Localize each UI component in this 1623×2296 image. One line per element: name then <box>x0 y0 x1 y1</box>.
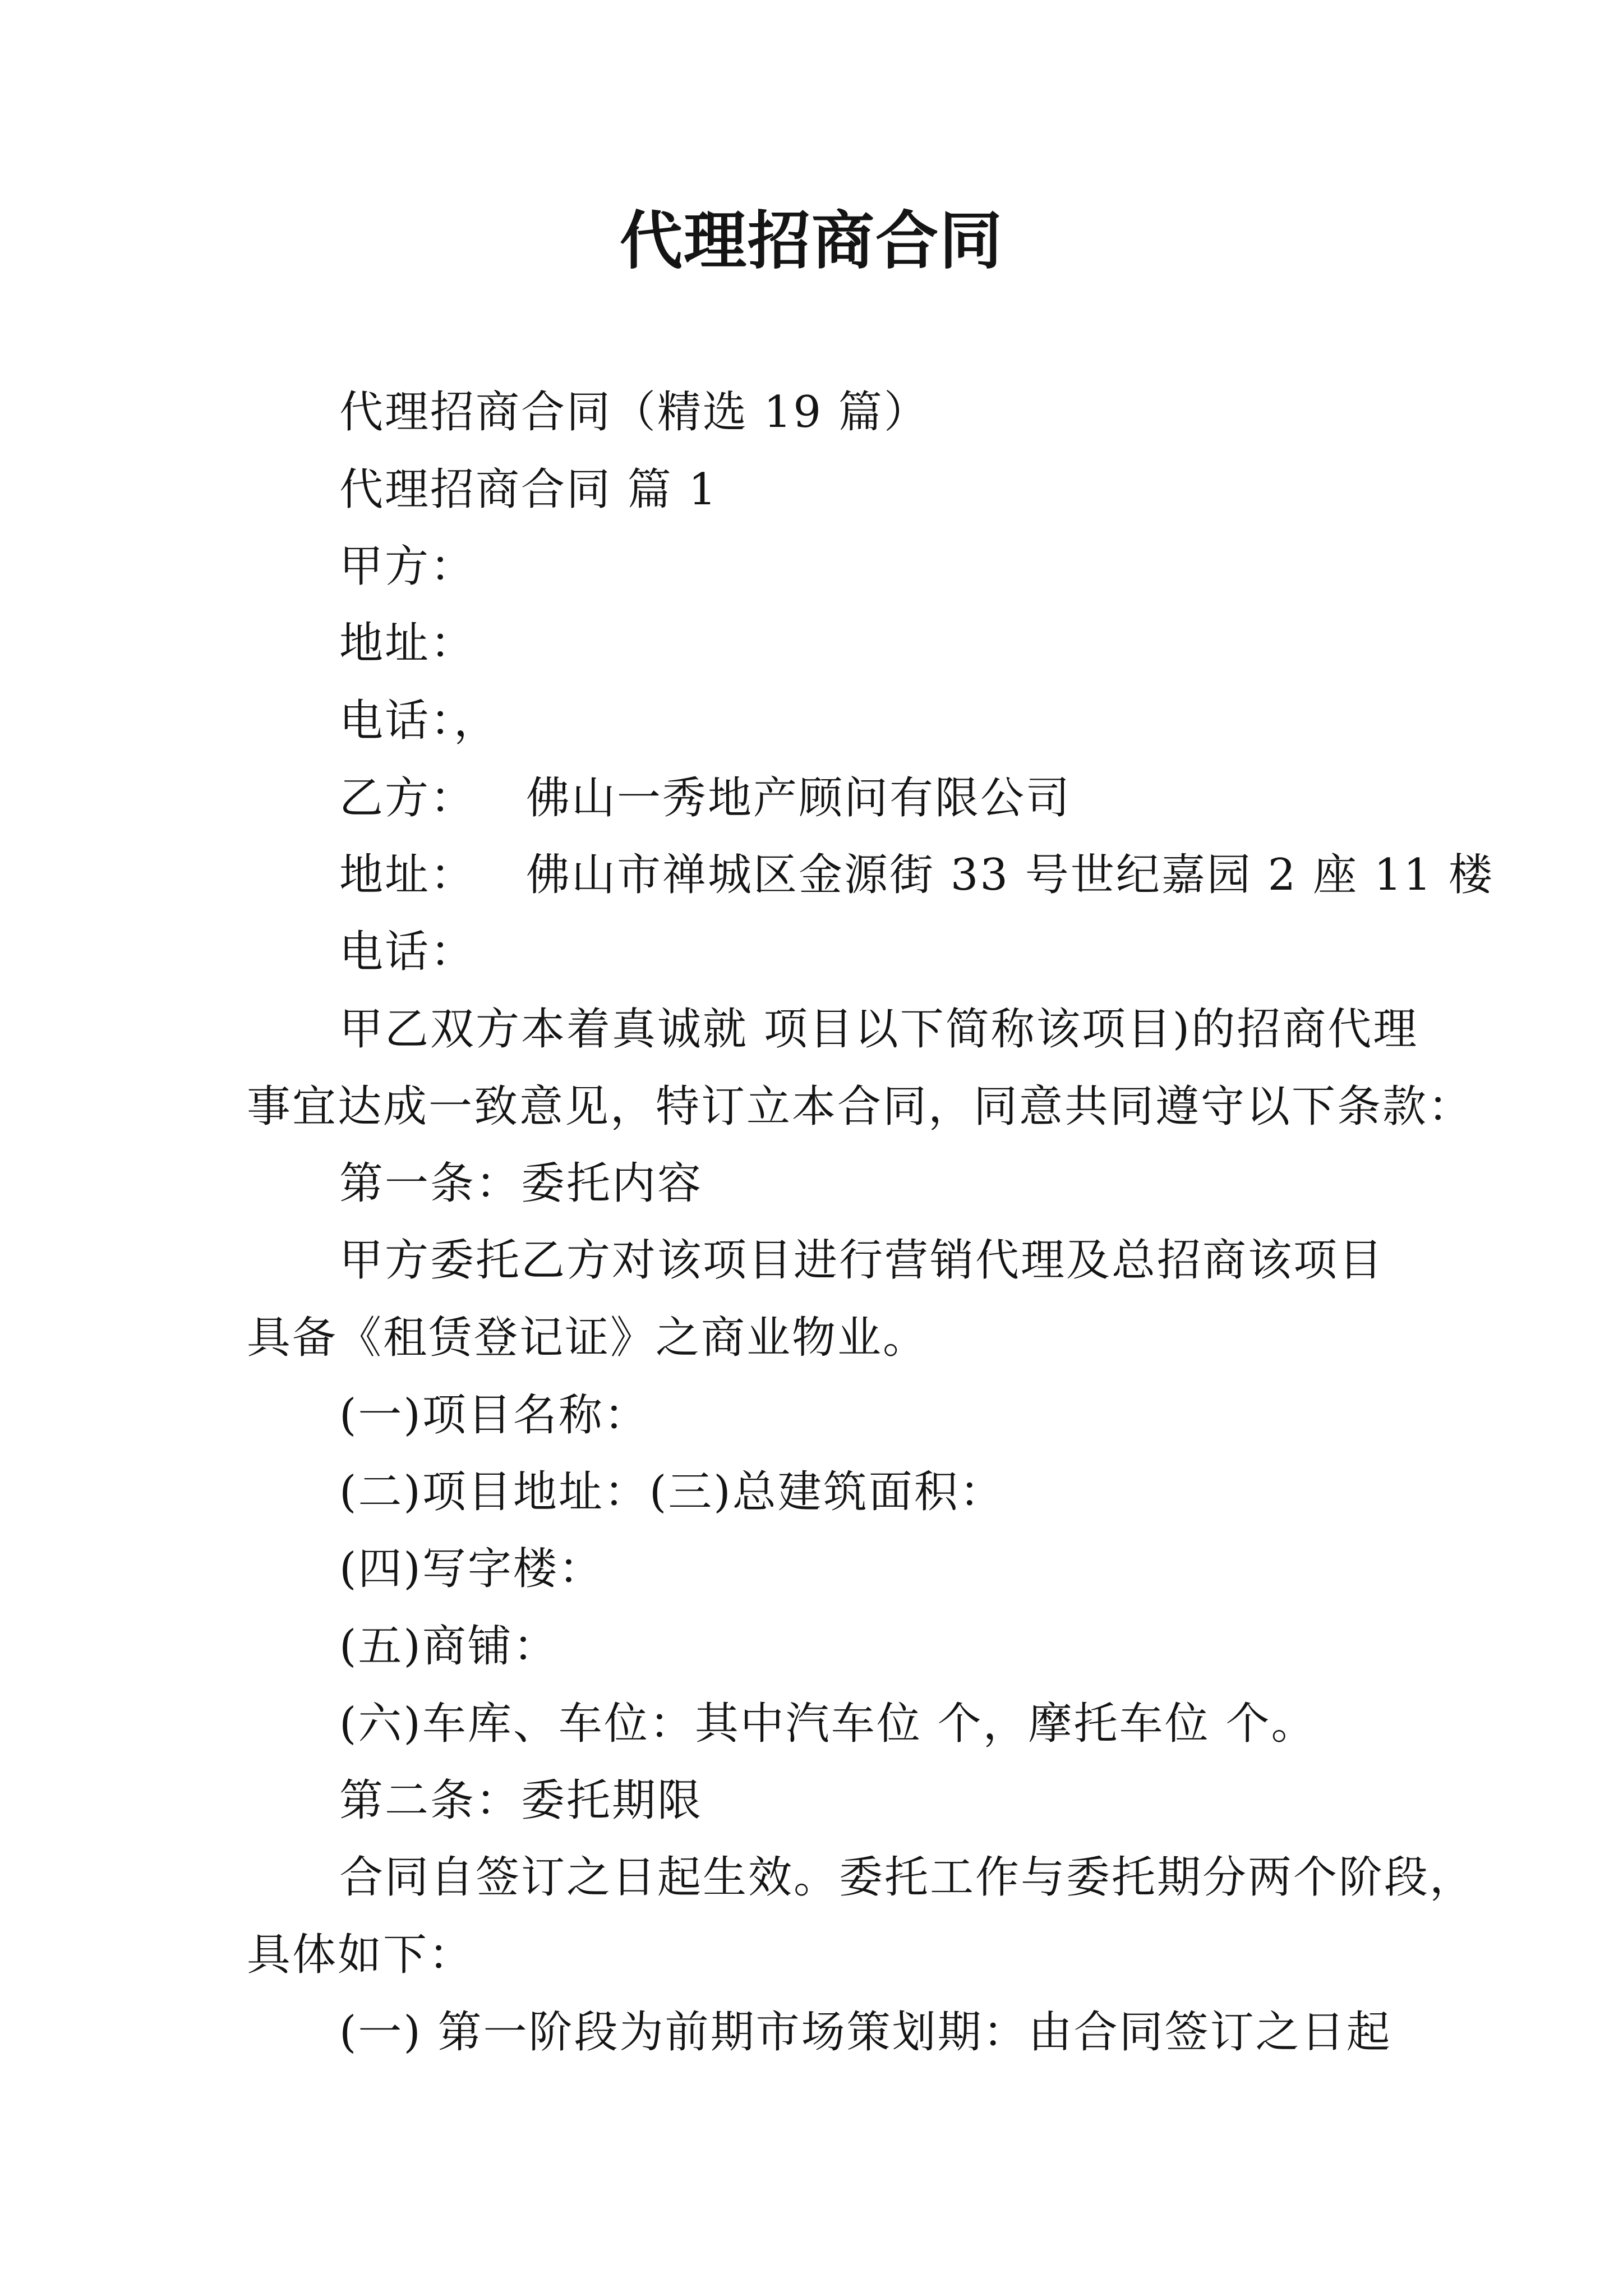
paragraph-line: (一) 第一阶段为前期市场策划期：由合同签订之日起 <box>339 2007 1392 2058</box>
party-a-label: 甲方： <box>339 541 476 592</box>
subtitle-line: 代理招商合同（精选 19 篇） <box>339 387 929 438</box>
article-heading: 第二条：委托期限 <box>339 1775 703 1826</box>
party-b-address-label: 地址： <box>339 850 476 900</box>
list-item: (四)写字楼： <box>339 1544 604 1594</box>
party-b-address-line <box>339 844 1494 906</box>
list-item: (六)车库、车位：其中汽车位 个，摩托车位 个。 <box>339 1699 1317 1749</box>
document-title: 代理招商合同 <box>620 204 1003 278</box>
party-a-phone-label: 电话：， <box>339 696 500 746</box>
party-b-address: 佛山市禅城区金源街 33 号世纪嘉园 2 座 11 楼 <box>526 850 1494 900</box>
list-item: (一)项目名称： <box>339 1390 649 1441</box>
section-heading: 代理招商合同 篇 1 <box>339 464 718 515</box>
list-item: (二)项目地址：(三)总建筑面积： <box>339 1467 1005 1517</box>
party-b-name: 佛山一秀地产顾问有限公司 <box>526 773 1072 823</box>
paragraph-line: 合同自签订之日起生效。委托工作与委托期分两个阶段， <box>339 1852 1476 1903</box>
paragraph-line: 具备《租赁登记证》之商业物业。 <box>247 1313 929 1363</box>
paragraph-line: 甲方委托乙方对该项目进行营销代理及总招商该项目 <box>339 1235 1385 1286</box>
article-heading: 第一条：委托内容 <box>339 1158 703 1209</box>
party-b-label: 乙方： <box>339 773 476 823</box>
paragraph-line: 具体如下： <box>247 1930 474 1980</box>
paragraph-line: 事宜达成一致意见，特订立本合同，同意共同遵守以下条款： <box>247 1082 1474 1132</box>
paragraph-line: 甲乙双方本着真诚就 项目以下简称该项目)的招商代理 <box>339 1004 1419 1055</box>
party-b-line <box>339 767 1071 829</box>
party-a-address-label: 地址： <box>339 618 476 669</box>
list-item: (五)商铺： <box>339 1621 559 1672</box>
party-b-phone-label: 电话： <box>339 927 476 977</box>
